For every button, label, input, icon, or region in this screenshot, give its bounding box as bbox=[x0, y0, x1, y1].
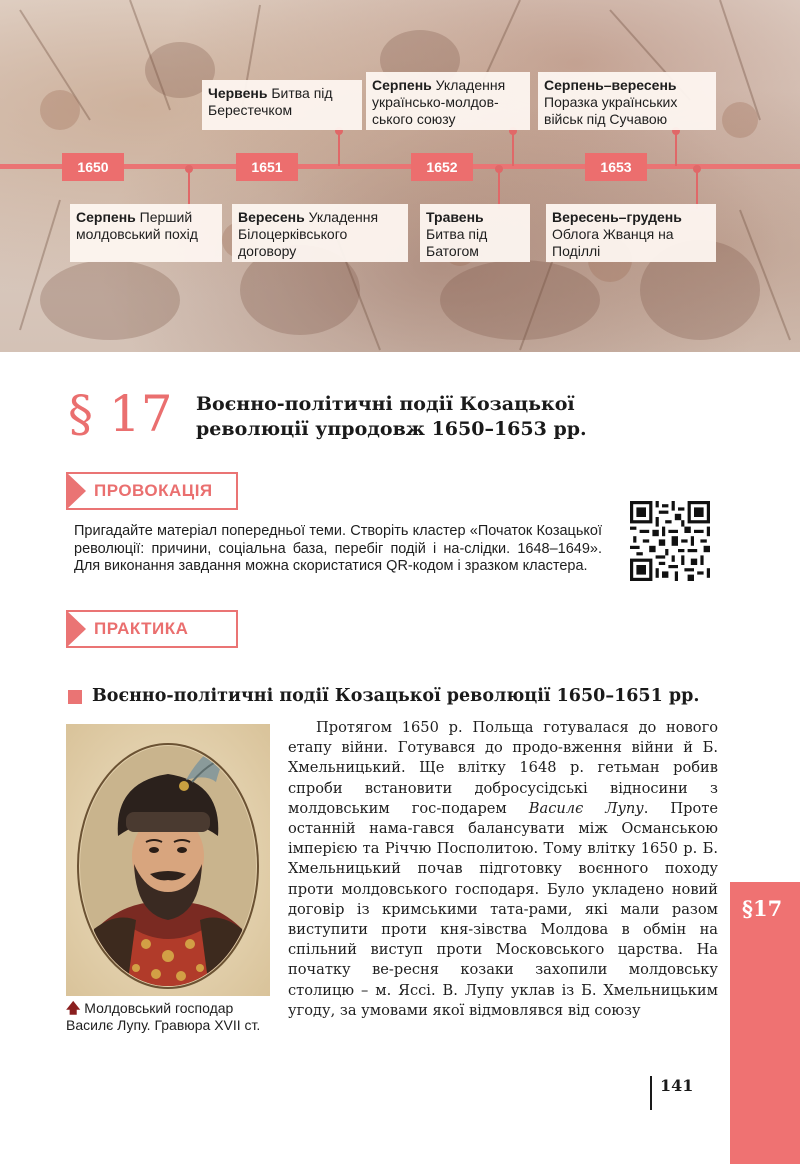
timeline-connector bbox=[696, 169, 698, 209]
page-number-divider bbox=[650, 1076, 652, 1110]
timeline-connector bbox=[188, 169, 190, 209]
event-text: Укладення українсько-молдов-ського союзу bbox=[372, 77, 506, 127]
year-label: 1652 bbox=[411, 153, 473, 181]
page-number: 141 bbox=[660, 1076, 694, 1095]
timeline-banner bbox=[0, 0, 800, 352]
person-name: Василє Лупу bbox=[528, 799, 644, 817]
section-side-tab bbox=[730, 882, 800, 1164]
event-date: Серпень–вересень bbox=[544, 77, 677, 93]
year-label: 1650 bbox=[62, 153, 124, 181]
timeline-event bbox=[546, 204, 716, 262]
event-text: Облога Жванця на Поділлі bbox=[552, 226, 674, 259]
practice-ribbon bbox=[66, 610, 238, 648]
practice-label: ПРАКТИКА bbox=[94, 619, 189, 638]
year-label: 1651 bbox=[236, 153, 298, 181]
event-date: Серпень bbox=[372, 77, 432, 93]
timeline-event bbox=[366, 72, 530, 130]
event-text: Поразка українських військ під Сучавою bbox=[544, 94, 678, 127]
event-text: Битва під Батогом bbox=[426, 226, 488, 259]
event-text: Укладення Білоцерківського договору bbox=[238, 209, 379, 259]
provocation-ribbon bbox=[66, 472, 238, 510]
provocation-label: ПРОВОКАЦІЯ bbox=[94, 481, 213, 500]
event-date: Вересень bbox=[238, 209, 305, 225]
timeline-connector bbox=[675, 130, 677, 166]
section-title: Воєнно-політичні події Козацької революції упродовж 1650–1653 рр. bbox=[196, 393, 587, 440]
event-text: Перший молдовський похід bbox=[76, 209, 198, 242]
section-number: § 17 bbox=[68, 385, 173, 443]
event-date: Травень bbox=[426, 209, 484, 225]
body-text-part: . Проте останній нама-гався балансувати між Османською імперією та Річчю Посполитою. Тому влітку 1650 р. Б. Хмельницький почав підготовку воєнного походу проти молдовського господаря. Було укладено новий договір із кримськими тата-рами, які мали разом виступити проти кня-зівства Молдова в обмін на спільний виступ проти Московського царства. На початку ве-ресня козаки захопили молдовську столицю – м. Яссі. В. Лупу уклав із Б. Хмельницьким угоду, за умовами якої відмовлявся від союзу bbox=[288, 799, 718, 1019]
arrow-up-icon: 🡅 bbox=[66, 1000, 81, 1016]
timeline-marker bbox=[495, 165, 503, 173]
timeline-event bbox=[420, 204, 530, 262]
timeline-connector bbox=[338, 130, 340, 166]
timeline-marker bbox=[185, 165, 193, 173]
figure-caption bbox=[66, 1000, 266, 1034]
timeline-connector bbox=[498, 169, 500, 209]
event-date: Серпень bbox=[76, 209, 136, 225]
year-label: 1653 bbox=[585, 153, 647, 181]
side-tab-label: §17 bbox=[742, 896, 783, 921]
ribbon-arrow-icon bbox=[66, 610, 86, 648]
event-date: Вересень–грудень bbox=[552, 209, 682, 225]
provocation-text: Пригадайте матеріал попередньої теми. Створіть кластер «Початок Козацької революції: причини, соціальна база, перебіг подій і на-слідки. 1648–1649». Для виконання завдання можна скористатися QR-кодом і зразком кластера. bbox=[74, 523, 602, 574]
timeline-connector bbox=[512, 130, 514, 166]
timeline-event bbox=[70, 204, 222, 262]
subheading-marker bbox=[68, 690, 82, 704]
caption-text: Молдовський господар Василє Лупу. Гравюра XVII ст. bbox=[66, 1000, 261, 1033]
body-text-part: Протягом 1650 р. Польща готувалася до нового етапу війни. Готувався до продо-вження війни й Б. Хмельницький. Ще влітку 1648 р. гетьман робив спроби встановити добросусідські відносини з молдовським гос-подарем bbox=[288, 719, 718, 817]
event-date: Червень bbox=[208, 85, 268, 101]
portrait-engraving-image bbox=[66, 724, 270, 996]
qr-code-icon[interactable] bbox=[630, 501, 710, 581]
timeline-event bbox=[202, 80, 362, 130]
body-paragraph bbox=[288, 718, 718, 1021]
subheading: Воєнно-політичні події Козацької революції 1650–1651 рр. bbox=[92, 686, 700, 706]
timeline-marker bbox=[693, 165, 701, 173]
event-text: Битва під Берестечком bbox=[208, 85, 333, 118]
timeline-event bbox=[538, 72, 716, 130]
ribbon-arrow-icon bbox=[66, 472, 86, 510]
timeline-event bbox=[232, 204, 408, 262]
